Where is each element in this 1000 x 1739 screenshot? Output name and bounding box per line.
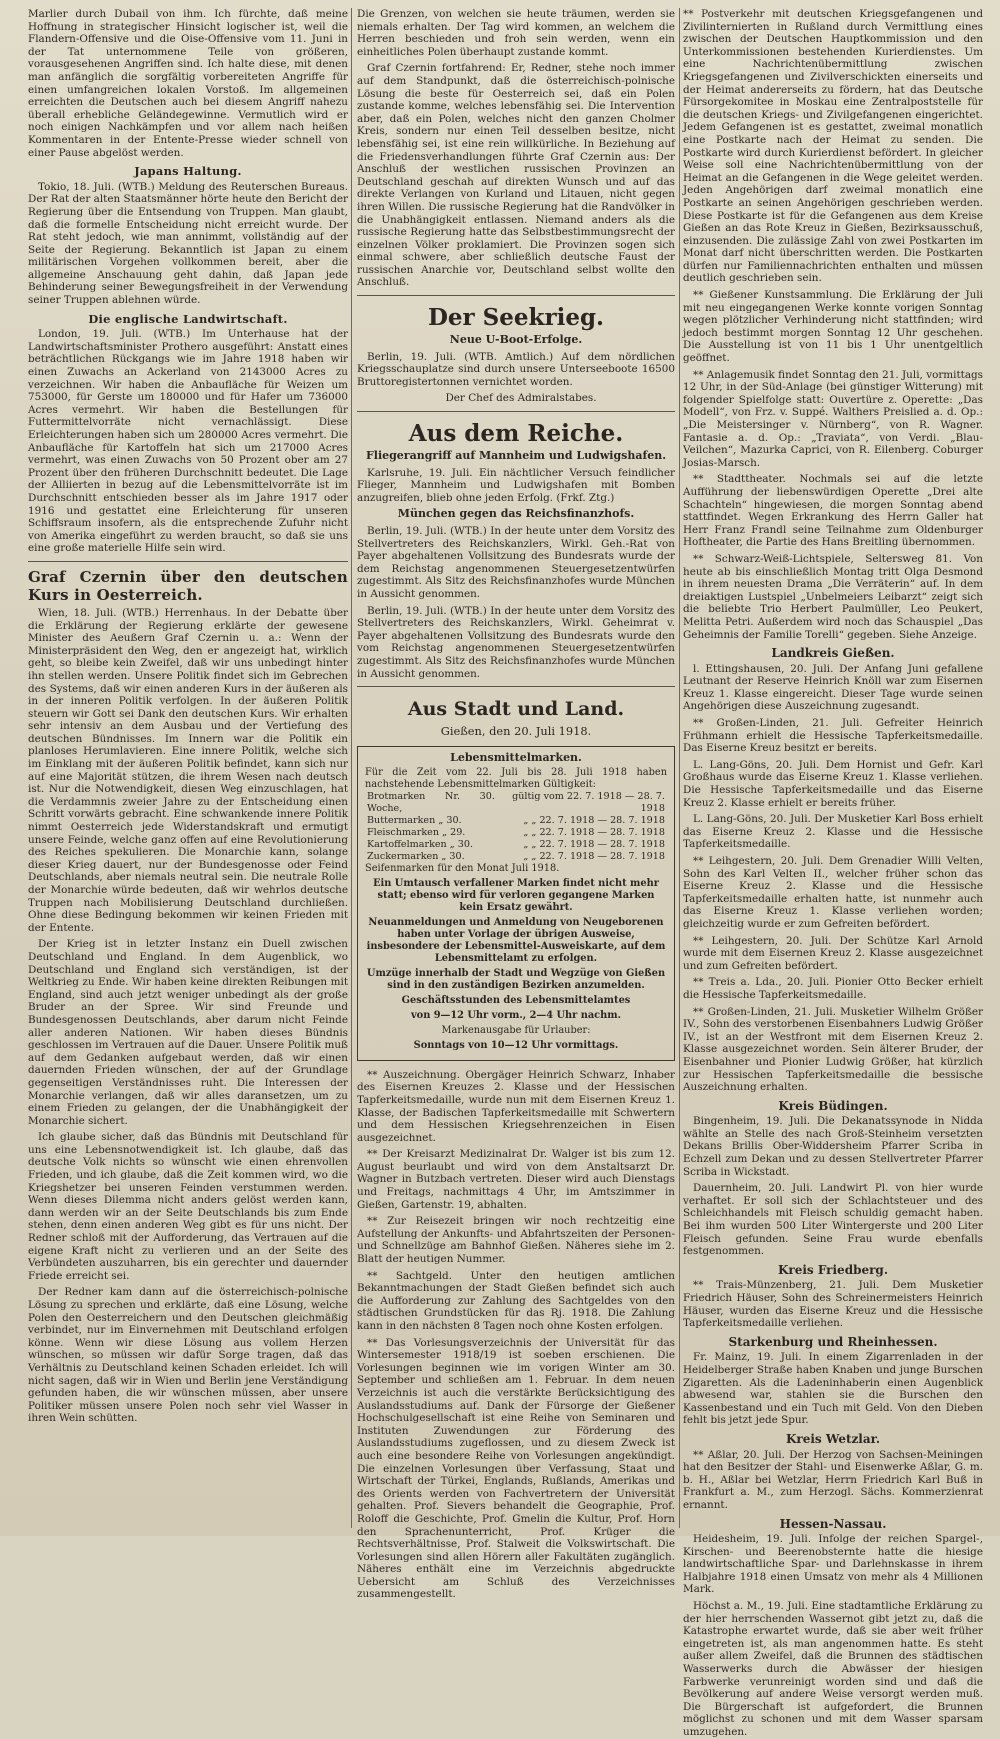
article-text: Ich glaube sicher, daß das Bündnis mit Deutschland für uns eine Lebensnotwendigkeit ist. Ich glaube, daß das deutsche Volk nichts so wünscht wie einen ehrenvollen Frieden, und ich glaube, daß die Zeit kommen wird, wo die Kriegshetzer bei unseren Feinden verstummen werden. Wenn dieses Dilemma nicht anders gelöst werden kann, dann werden wir an der Seite Deutschlands bis zum Ende stehen, denn einen anderen Weg gibt es für uns nicht. Der Redner schloß mit der Aufforderung, das Vertrauen auf die eigene Kraft nicht zu verlieren und an der Seite des Verbündeten auszuharren, bis ein gerechter und dauernder Friede erreicht sei. (28, 1131, 348, 1282)
region-heading: Landkreis Gießen. (771, 646, 895, 661)
article-text: Die Grenzen, von welchen sie heute träumen, werden sie niemals erhalten. Der Tag wird kommen, an welchem die Herren beschieden und froh sein werden, wenn ein einheitliches Polen überhaupt zustande kommt. (357, 8, 675, 58)
divider (28, 561, 348, 562)
region-heading: Hessen-Nassau. (779, 1516, 887, 1531)
stamp-row (365, 839, 667, 851)
stamp-row (365, 851, 667, 863)
stamp-name: Buttermarken „ 30. (367, 814, 462, 826)
hours: von 9—12 Uhr vorm., 2—4 Uhr nachm. (410, 1009, 622, 1021)
region-heading: Kreis Büdingen. (778, 1098, 888, 1113)
column-rule (679, 8, 680, 1528)
stamp-validity: „ „ 22. 7. 1918 — 28. 7. 1918 (523, 814, 665, 826)
article-text: ** Gießener Kunstsammlung. Die Erklärung der Juli mit neu eingegangenen Werke konnte vorigen Sonntag wegen plötzlicher Verhinderung nicht stattfinden; wird jedoch bestimmt morgen Sonntag 12 Uhr geschehen. Die Ausstellung ist von 11 bis 1 Uhr unentgeltlich geöffnet. (683, 289, 983, 365)
article-text: Graf Czernin fortfahrend: Er, Redner, stehe noch immer auf dem Standpunkt, daß die österreichisch-polnische Lösung die beste für Oesterreich sei, daß ein Polen zustande komme, welches lebensfähig sei. Die Intervention aber, daß ein Polen, welches nicht den ganzen Cholmer Kreis, sondern nur einen Teil desselben besitze, nicht lebensfähig sei, ist eine rein willkürliche. In Beziehung auf die Friedensverhandlungen führte Graf Czernin aus: Der Anschluß der westlichen russischen Provinzen an Deutschland geschah auf direkten Wunsch und auf das direkte Verlangen von Kurland und Litauen, nicht gegen ihren Willen. Die russische Regierung hat die Randvölker in die Unabhängigkeit entlassen. Niemand anders als die russische Regierung hatte das Selbstbestimmungsrecht der einzelnen Völker proklamiert. Die Provinzen sogen sich einmal schwere, aber schließlich deutsche Faust der russischen Anarchie vor, Deutschland selbst wollte den Anschluß. (357, 62, 675, 289)
stamp-row (365, 827, 667, 839)
article-text: ** Trais-Münzenberg, 21. Juli. Dem Musketier Friedrich Häuser, Sohn des Schreinermeisters Heinrich Häuser, wurden das Eiserne Kreuz und die Hessische Tapferkeitsmedaille verliehen. (683, 1279, 983, 1330)
article-text: Berlin, 19. Juli. (WTB. Amtlich.) Auf dem nördlichen Kriegsschauplatze sind durch unsere Unterseeboote 16500 Bruttoregistertonnen vernichtet worden. (357, 350, 675, 388)
stamp-row (365, 815, 667, 827)
section-heading: Der Seekrieg. (427, 304, 605, 332)
article-signature: Der Chef des Admiralstabes. (445, 392, 597, 405)
article-text: l. Ettingshausen, 20. Juli. Der Anfang Juni gefallene Leutnant der Reserve Heinrich Knöll war zum Eisernen Kreuz 1. Klasse eingereicht. Dieser Tage wurde seinen Angehörigen diese Auszeichnung zugesandt. (683, 662, 983, 713)
article-text: ** Postverkehr mit deutschen Kriegsgefangenen und Zivilinternierten in Rußland durch Vermittlung eines zwischen der Deutschen Hauptkommission und den Unterkommissionen bestehenden Kurierdienstes. Um eine Nachrichtenübermittlung zwischen Kriegsgefangenen und Zivilverschickten einerseits und der Heimat andererseits zu fördern, hat das Deutsche Fürsorgekomitee in Moskau eine Zentralpoststelle für die deutschen Kriegs- und Zivilgefangenen eingerichtet. Jedem Gefangenen ist es gestattet, zweimal monatlich eine Postkarte nach der Heimat zu senden. Die Postkarte wird durch Kurierdienst befördert. In gleicher Weise soll eine Nachrichtenübermittlung von der Heimat an die Gefangenen in die Wege geleitet werden. Jeden Angehörigen darf zweimal monatlich eine Postkarte an seinen Angehörigen geschrieben werden. Diese Postkarte ist für die Gefangenen aus dem Kreise Gießen an das Rote Kreuz in Gießen, Bezirksausschuß, einzusenden. Die zulässige Zahl von zwei Postkarten im Monat darf nicht überschritten werden. Die Postkarten dürfen nur Familiennachrichten enthalten und müssen deutlich geschrieben sein. (683, 8, 983, 285)
article-text: ** Großen-Linden, 21. Juli. Musketier Wilhelm Größer IV., Sohn des verstorbenen Eisenbahners Ludwig Größer IV., ist an der Westfront mit dem Eisernen Kreuz 2. Klasse ausgezeichnet worden. Sein älterer Bruder, der Eisenbahner und Pionier Ludwig Größer, hat kürzlich zur Hessischen Tapferkeitsmedaille die bessische Auszeichnung erhalten. (683, 1005, 983, 1094)
region-heading: Kreis Wetzlar. (785, 1431, 881, 1446)
article-text: Fr. Mainz, 19. Juli. In einem Zigarrenladen in der Heidelberger Straße haben Knaben und junge Burschen Zigaretten. Als die Ladeninhaberin einen Augenblick abwesend war, stahlen sie die Burschen den Kassenbestand und ein Tuch mit Geld. Von den Dieben fehlt bis jetzt jede Spur. (683, 1351, 983, 1427)
stamps-table (365, 791, 667, 863)
article-text: Bingenheim, 19. Juli. Die Dekanatssynode in Nidda wählte an Stelle des nach Groß-Steinheim versetzten Dekans Brillis Ober-Widdersheim Pfarrer Scriba in Echzell zum Dekan und zu dessen Stellvertreter Pfarrer Scriba in Wickstadt. (683, 1115, 983, 1178)
article-text: Karlsruhe, 19. Juli. Ein nächtlicher Versuch feindlicher Flieger, Mannheim und Ludwigshafen mit Bomben anzugreifen, blieb ohne jeden Erfolg. (Frkf. Ztg.) (357, 466, 675, 504)
article-heading: Die englische Landwirtschaft. (88, 311, 288, 326)
column-right (683, 8, 983, 1738)
notice-intro: Für die Zeit vom 22. Juli bis 28. Juli 1918 haben nachstehende Lebensmittelmarken Gültigkeit: (365, 766, 667, 790)
stamp-name: Fleischmarken „ 29. (367, 826, 466, 838)
article-text: Wien, 18. Juli. (WTB.) Herrenhaus. In der Debatte über die Erklärung der Regierung erklärte der gewesene Minister des Aeußern Graf Czernin u. a.: Wenn der Ministerpräsident den Weg, den er angezeigt hat, wirklich geht, so bleibe kein Zweifel, daß wir uns unbedingt hinter ihn stellen werden. Unsere Politik findet sich im Gebrechen des Systems, daß wir einen anderen Kurs in der äußeren als in der inneren Politik verfolgen. In der äußeren Politik steuern wir Gott sei Dank den deutschen Kurs. Wir erhalten sehr intensiv an dem Ausbau und der Vertiefung des deutschen Bündnisses. Im Innern war die Politik ein planloses Herumlavieren. Eine innere Politik, welche sich im Einklang mit der äußeren Politik befindet, kann sich nur auf eine Majorität stützen, die ihrem Wesen nach deutsch ist. Nur die Notwendigkeit, diesen Weg einzuschlagen, hat die Verdammnis zweier Jahre zu der Entscheidung einen Schritt vorwärts gebracht. Eine schwankende innere Politik nimmt Oesterreich jede Widerstandskraft und ermutigt unsere Feinde, welche ganz offen auf eine Revolutionierung des Reiches spekulieren. Die Monarchie kann, solange dieser Krieg dauert, nur der Bundesgenosse oder Feind Deutschlands, aber niemals neutral sein. Die neutrale Rolle der Monarchie würde bedeuten, daß wir wehrlos deutsche Truppen nach Mobilisierung Deutschland durchließen. Ohne diese Bedingung bekommen wir keinen Frieden mit der Entente. (28, 606, 348, 934)
article-text: ** Schwarz-Weiß-Lichtspiele, Seltersweg 81. Von heute ab bis einschließlich Montag tritt Olga Desmond in ihrem neuesten Drama „Die Verräterin“ auf. In dem dreiaktigen Lustspiel „Unbelmeiers Leibarzt“ zeigt sich die beliebte Trio Herbert Paulmüller, Leo Peukert, Melitta Petri. Außerdem wird noch das Schauspiel „Das Geheimnis der Familie Torelli“ gegeben. Siehe Anzeige. (683, 552, 983, 641)
market-title: Markenausgabe für Urlauber: (441, 1024, 591, 1036)
article-subheading: Neue U-Boot-Erfolge. (449, 333, 583, 347)
stamp-validity: gültig vom 22. 7. 1918 — 28. 7. 1918 (512, 790, 665, 814)
article-text: ** Leihgestern, 20. Juli. Der Schütze Karl Arnold wurde mit dem Eisernen Kreuz 2. Klasse ausgezeichnet und zum Gefreiten befördert. (683, 934, 983, 972)
article-text: Höchst a. M., 19. Juli. Eine stadtamtliche Erklärung zu der hier herrschenden Wassernot gibt jetzt zu, daß die Katastrophe erwartet wurde, daß sie aber weit früher eingetreten ist, als man angenommen hatte. Es steht außer allem Zweifel, daß die Brunnen des städtischen Wasserwerks durch die Abwässer der hiesigen Farbwerke verunreinigt worden sind und daß die Bevölkerung auf andere Weise versorgt werden muß. Die Bürgerschaft ist aufgefordert, die Brunnen möglichst zu schonen und mit dem Wasser sparsam umzugehen. (683, 1600, 983, 1738)
article-text: Tokio, 18. Juli. (WTB.) Meldung des Reuterschen Bureaus. Der Rat der alten Staatsmänner hörte heute den Bericht der Regierung über die Entsendung von Truppen. Man glaubt, daß die formelle Entscheidung nicht erreicht wurde. Der Rat steht jedoch, wie man annimmt, vollständig auf der Seite der Regierung. Bekanntlich ist Japan zu einem militärischen Vorgehen vollkommen bereit, aber die allgemeine Anschauung geht dahin, daß Japan jede Behinderung seiner Bewegungsfreiheit in der Verwendung seiner Truppen ablehnen würde. (28, 180, 348, 307)
market-hours: Sonntags von 10—12 Uhr vormittags. (413, 1039, 619, 1051)
column-middle (357, 8, 675, 1601)
stamp-name: Kartoffelmarken „ 30. (367, 838, 474, 850)
article-text: ** Das Vorlesungsverzeichnis der Universität für das Wintersemester 1918/19 ist soeben erschienen. Die Vorlesungen beginnen wie im vorigen Winter am 30. September und schließen am 1. Februar. In dem neuen Verzeichnis ist auch die verstärkte Berücksichtigung des Auslandsstudiums auf. Dank der Fürsorge der Gießener Hochschulgesellschaft ist eine Reihe von Seminaren und Instituten Zuwendungen zur Förderung des Auslandsstudiums zugeflossen, und zu diesem Zweck ist auch eine besondere Reihe von Vorlesungen angekündigt. Die einzelnen Vorlesungen über Verfassung, Staat und Wirtschaft der Türkei, Englands, Rußlands, Amerikas und des Orients werden von Fachvertretern der Universität gehalten. Prof. Sievers behandelt die Geographie, Prof. Roloff die Geschichte, Prof. Gmelin die Kultur, Prof. Horn den Sprachenunterricht, Prof. Krüger die Rechtsverhältnisse, Prof. Stalweit die Volkswirtschaft. Die Vorlesungen sind allen Hörern aller Fakultäten zugänglich. Näheres enthält eine im Verzeichnis abgedruckte Uebersicht am Schluß des Verzeichnisses zusammengestellt. (357, 1336, 675, 1601)
article-text: ** Aßlar, 20. Juli. Der Herzog von Sachsen-Meiningen hat den Besitzer der Stahl- und Eisenwerke Aßlar, G. m. b. H., Aßlar bei Wetzlar, Herrn Friedrich Karl Buß in Frankfurt a. M., zum Herzogl. Sächs. Kommerzienrat ernannt. (683, 1448, 983, 1511)
stamp-validity: „ „ 22. 7. 1918 — 28. 7. 1918 (523, 826, 665, 838)
article-text: Heidesheim, 19. Juli. Infolge der reichen Spargel-, Kirschen- und Beerenobsternte hatte die hiesige landwirtschaftliche Spar- und Darlehnskasse in ihrem Halbjahre 1918 einen Umsatz von mehr als 4 Millionen Mark. (683, 1533, 983, 1596)
divider (357, 686, 675, 687)
article-text: Berlin, 19. Juli. (WTB.) In der heute unter dem Vorsitz des Stellvertreters des Reichskanzlers, Wirkl. Geh.-Rat von Payer abgehaltenen Vollsitzung des Bundesrats wurde der dem Reichstag angenommenen Steuergesetzentwürfen zugestimmt. Als Sitz des Reichsfinanzhofes wurde München in Aussicht genommen. (357, 525, 675, 600)
article-text: ** Sachtgeld. Unter den heutigen amtlichen Bekanntmachungen der Stadt Gießen befindet sich auch die Aufforderung zur Zahlung des Sachtgeldes von den städtischen Grundstücken für das Rj. 1918. Die Zahlung kann in den nächsten 8 Tagen noch ohne Kosten erfolgen. (357, 1269, 675, 1332)
article-subheading: München gegen das Reichsfinanzhofs. (397, 507, 635, 521)
stamp-name: Brotmarken Nr. 30. Woche, (367, 790, 495, 814)
notice-season: Seifenmarken für den Monat Juli 1918. (365, 862, 560, 874)
column-rule (351, 8, 352, 1528)
article-text: ** Der Kreisarzt Medizinalrat Dr. Walger ist bis zum 12. August beurlaubt und wird von dem Anstaltsarzt Dr. Wagner in Butzbach vertreten. Dieser wird auch Dienstags und Freitags, nachmittags 4 Uhr, im Amtszimmer in Gießen, Gartenstr. 19, abhalten. (357, 1148, 675, 1211)
article-text: L. Lang-Göns, 20. Juli. Der Musketier Karl Boss erhielt das Eiserne Kreuz 2. Klasse und die Hessische Tapferkeitsmedaille. (683, 813, 983, 851)
article-text: Berlin, 19. Juli. (WTB.) In der heute unter dem Vorsitz des Stellvertreters des Reichskanzlers, Wirkl. Geheimrat v. Payer abgehaltenen Vollsitzung des Bundesrats wurde den vom Reichstag angenommenen Steuergesetzentwürfen zugestimmt. Als Sitz des Reichsfinanzhofes wurde München in Aussicht genommen. (357, 604, 675, 680)
article-subheading: Fliegerangriff auf Mannheim und Ludwigshafen. (365, 449, 667, 463)
article-text: ** Zur Reisezeit bringen wir noch rechtzeitig eine Aufstellung der Ankunfts- und Abfahrtszeiten der Personen- und Schnellzüge am Bahnhof Gießen. Näheres siehe im 2. Blatt der heutigen Nummer. (357, 1215, 675, 1266)
region-heading: Kreis Friedberg. (777, 1262, 888, 1277)
dateline: Gießen, den 20. Juli 1918. (440, 724, 592, 739)
hours-title: Geschäftsstunden des Lebensmittelamtes (401, 994, 631, 1006)
article-text: ** Anlagemusik findet Sonntag den 21. Juli, vormittags 12 Uhr, in der Süd-Anlage (bei günstiger Witterung) mit folgender Spielfolge statt: Ouvertüre z. Operette: „Das Modell“, von Frz. v. Suppé. Walthers Preislied a. d. Op.: „Die Meistersinger v. Nürnberg“, von R. Wagner. Fantasie a. d. Op.: „Traviata“, von Verdi. „Blau-Veilchen“, Mazurka Caprici, von R. Eilenberg. Coburger Josias-Marsch. (683, 368, 983, 469)
stamp-validity: „ „ 22. 7. 1918 — 28. 7. 1918 (523, 850, 665, 862)
notice-text: Ein Umtausch verfallener Marken findet nicht mehr statt; ebenso wird für verloren gegangene Marken kein Ersatz gewährt. (373, 877, 659, 913)
article-heading: Japans Haltung. (134, 164, 242, 179)
section-heading: Aus Stadt und Land. (407, 698, 625, 721)
article-text: Der Redner kam dann auf die österreichisch-polnische Lösung zu sprechen und erklärte, daß eine Lösung, welche Polen den Oesterreichern und den Deutschen gleichmäßig verbindet, nur im Einvernehmen mit Deutschland erfolgen könne. Wenn wir diese Lösung aus vollem Herzen wünschen, so müssen wir dafür Sorge tragen, daß das Verhältnis zu Deutschland keinen Schaden erleidet. Ich will nicht sagen, daß wir in Wien und Berlin jene Verständigung gefunden haben, die wir wünschen müssen, aber unsere Politiker müssen unsere Polen noch sehr viel Wasser in ihren Wein schütten. (28, 1286, 348, 1425)
stamp-row (365, 791, 667, 815)
section-heading: Aus dem Reiche. (408, 420, 624, 448)
notice-text: Umzüge innerhalb der Stadt und Wegzüge von Gießen sind in den zuständigen Bezirken anzumelden. (366, 967, 666, 991)
region-heading: Starkenburg und Rheinhessen. (728, 1334, 938, 1349)
stamp-validity: „ „ 22. 7. 1918 — 28. 7. 1918 (523, 838, 665, 850)
article-text: ** Stadttheater. Nochmals sei auf die letzte Aufführung der liebenswürdigen Operette „Drei alte Schachteln“ hingewiesen, die morgen Sonntag abend stattfindet. Wegen Erkrankung des Herrn Galler hat Herr Franz Frandl seine Teilnahme zum Oldenburger Hoftheater, die Partie des Hans Breitling übernommen. (683, 473, 983, 549)
divider (357, 295, 675, 296)
article-text: ** Auszeichnung. Obergäger Heinrich Schwarz, Inhaber des Eisernen Kreuzes 2. Klasse und der Hessischen Tapferkeitsmedaille, wurde nun mit dem Eisernen Kreuz 1. Klasse, der Badischen Tapferkeitsmedaille mit Schwertern und dem Hessischen Kriegsehrenzeichen in Eisen ausgezeichnet. (357, 1068, 675, 1144)
divider (357, 411, 675, 412)
article-text: ** Großen-Linden, 21. Juli. Gefreiter Heinrich Frühmann erhielt die Hessische Tapferkeitsmedaille. Das Eiserne Kreuz besitzt er bereits. (683, 717, 983, 755)
notice-text: Neuanmeldungen und Anmeldung von Neugeborenen haben unter Vorlage der übrigen Ausweise, insbesondere der Lebensmittel-Ausweiskarte, auf dem Lebensmittelamt zu erfolgen. (366, 916, 666, 964)
article-text: Der Krieg ist in letzter Instanz ein Duell zwischen Deutschland und England. In dem Augenblick, wo Deutschland und England sich verständigen, ist der Weltkrieg zu Ende. Wir haben keine direkten Reibungen mit England, sind auch jetzt weniger unbedingt als der große Bruder an der Spree. Wir sind Freunde und Bundesgenossen Deutschlands, aber darum nicht Feinde aller anderen Nationen. Wir haben dieses Bündnis geschlossen im Vertrauen auf die Dauer. Unsere Politik muß auf dem Gedanken aufgebaut werden, daß wir einen dauernden Frieden wünschen, der auf der Grundlage gegenseitigen Verständnisses ruht. Die Interessen der Monarchie verlangen, daß wir alles daransetzen, um zu einem Frieden zu gelangen, der die Unabhängigkeit der Monarchie sichert. (28, 938, 348, 1127)
column-left (28, 8, 348, 1528)
article-text: London, 19. Juli. (WTB.) Im Unterhause hat der Landwirtschaftsminister Prothero ausgeführt: Anstatt eines beträchtlichen Rückgangs wie im Jahre 1918 haben wir einen Zuwachs an Ackerland von 2143000 Acres zu verzeichnen. Wir haben die Anbaufläche für Weizen um 753000, für Gerste um 180000 und für Hafer um 736000 Acres vermehrt. Wir haben die Bestellungen für Futtermittelvorräte nicht vernachlässigt. Diese Erleichterungen haben sich um 280000 Acres vermehrt. Die Anbaufläche für Kartoffeln hat sich um 217000 Acres vermehrt, was einen Zuwachs von 50 Prozent ober am 27 Prozent über den früheren Durchschnitt bedeutet. Die Lage der Alliierten in bezug auf die Lebensmittelvorräte ist im Durchschnitt entschieden besser als im Jahre 1917 oder 1916 und gestattet eine Erleichterung für unseren Schiffsraum insofern, als die entsprechende Zufuhr nicht von Amerika eingeführt zu werden braucht, so daß sie uns eine große materielle Hilfe sein wird. (28, 328, 348, 555)
article-text: Marlier durch Dubail von ihm. Ich fürchte, daß meine Hoffnung in strategischer Hinsicht logischer ist, weil die Flandern-Offensive und die Oise-Offensive vom 11. Juni in der Tat unternommene Teile von größeren, vorausgesehenen Angriffen sind. Ich halte diese, mit denen man anfänglich die sorgfältig vorbereiteten Angriffe für einen umfangreichen lokalen Vorstoß. Im allgemeinen erreichten die Deutschen auch bei diesem Angriff nahezu überall erhebliche Geländegewinne. Vermutlich wird er noch einigen Nachkämpfen und vor allem nach heißen Kommentaren in der Entente-Presse wieder schnell von einer Pause abgelöst werden. (28, 8, 348, 159)
article-headline: Graf Czernin über den deutschen Kurs in Oesterreich. (28, 567, 348, 604)
article-text: L. Lang-Göns, 20. Juli. Dem Hornist und Gefr. Karl Großhaus wurde das Eiserne Kreuz 1. Klasse verliehen. Die Hessische Tapferkeitsmedaille und das Eiserne Kreuz 2. Klasse erhielt er bereits früher. (683, 758, 983, 809)
stamp-name: Zuckermarken „ 30. (367, 850, 465, 862)
article-text: Dauernheim, 20. Juli. Landwirt Pl. von hier wurde verhaftet. Er soll sich der Schlachtsteuer und des Schleichhandels mit Fleisch schuldig gemacht haben. Bei ihm wurden 500 Liter Wintergerste und 200 Liter Fleisch gefunden. Seine Frau wurde ebenfalls festgenommen. (683, 1182, 983, 1258)
notice-title: Lebensmittelmarken. (450, 750, 582, 764)
article-text: ** Leihgestern, 20. Juli. Dem Grenadier Willi Velten, Sohn des Karl Velten II., welcher früher schon das Eiserne Kreuz 2. Klasse und die Hessische Tapferkeitsmedaille erhalten hatte, ist nunmehr auch das Eiserne Kreuz 1. Klasse verliehen worden; gleichzeitig wurde er zum Gefreiten befördert. (683, 855, 983, 930)
article-text: ** Treis a. Lda., 20. Juli. Pionier Otto Becker erhielt die Hessische Tapferkeitsmedaille. (683, 976, 983, 1001)
food-stamps-notice (357, 746, 675, 1061)
